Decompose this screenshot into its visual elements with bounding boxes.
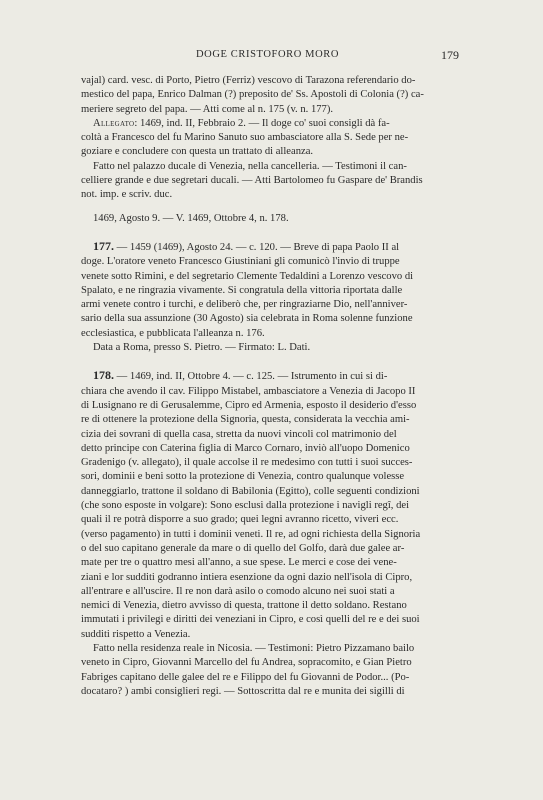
allegato-text: : 1469, ind. II, Febbraio 2. — Il doge co' suoi consigli dà fa- — [134, 117, 390, 129]
text-line: Data a Roma, presso S. Pietro. — Firmato: L. Dati. — [93, 342, 311, 354]
entry-heading-line — [81, 368, 431, 384]
text-line: Fabriges capitano delle galee del re e Filippo del fu Giovanni de Podor... (Po- — [81, 671, 410, 683]
entry-heading-text: — 1469, ind. II, Ottobre 4. — c. 125. — Istrumento in cui si di- — [114, 371, 388, 383]
text-line: di Lusignano re di Gerusalemme, Cipro ed Armenia, esposto il desiderio d'esso — [81, 399, 417, 411]
text-line: Fatto nel palazzo ducale di Venezia, nella cancelleria. — Testimoni il can- — [93, 160, 407, 172]
entry-176-continuation — [81, 74, 431, 203]
entry-178 — [81, 368, 431, 699]
page-header — [82, 49, 459, 65]
text-line: docataro? ) ambi consiglieri regi. — Sottoscritta dal re e munita dei sigilli di — [81, 685, 405, 697]
text-line: venete sotto Rimini, e del segretario Clemente Tedaldini a Lorenzo vescovo di — [81, 270, 414, 282]
text-line: mestico del papa, Enrico Dalman (?) preposito de' Ss. Apostoli di Colonia (?) ca- — [81, 89, 424, 101]
text-line: re di ottenere la protezione della Signoria, questa, considerata la vecchia ami- — [81, 414, 410, 426]
text-line: sudditi rispetto a Venezia. — [81, 628, 191, 640]
text-line: celliere grande e due segretari ducali. — Atti Bartolomeo fu Gaspare de' Brandis — [81, 175, 423, 187]
text-line: Gradenigo (v. allegato), il quale accolse il re medesimo con tutti i suoi succes- — [81, 457, 413, 469]
text-line: o del suo capitano generale da mare o di quello del Golfo, darà due galee ar- — [81, 542, 405, 554]
text-line: danneggiarlo, trattone il soldano di Babilonia (Egitto), colle seguenti condizioni — [81, 485, 420, 497]
text-line: all'entrare e all'uscire. Il re non darà asilo o comodo alcuno nei suoi stati a — [81, 585, 395, 597]
text-line: sori, dominii e beni sotto la protezione di Venezia, contro qualunque volesse — [81, 471, 405, 483]
cross-reference-date: 1469, Agosto 9. — V. 1469, Ottobre 4, n. 178. — [93, 212, 289, 224]
text-line: quali il re potrà disporre a suo grado; quei legni avranno ricetto, viveri ecc. — [81, 514, 399, 526]
text-line: coltà a Francesco del fu Marino Sanuto suo ambasciatore alla S. Sede per ne- — [81, 132, 409, 144]
entry-177 — [81, 239, 431, 355]
page-body — [81, 74, 431, 699]
text-line: vajal) card. vesc. di Porto, Pietro (Ferriz) vescovo di Tarazona referendario do- — [81, 75, 416, 86]
allegato-label: Allegato — [93, 117, 135, 129]
text-line: nemici di Venezia, dietro avvisso di questa, trattone il detto soldano. Restano — [81, 600, 407, 612]
text-line: meriere segreto del papa. — Atti come al n. 175 (v. n. 177). — [81, 103, 334, 115]
text-line: cizia dei sovrani di quella casa, stretta da nuovi vincoli col matrimonio del — [81, 428, 397, 440]
text-line: goziare e concludere con questa un trattato di alleanza. — [81, 146, 314, 158]
text-line: mate per tre o quattro mesi all'anno, a sue spese. Le merci e cose dei vene- — [81, 557, 397, 569]
page-number: 179 — [441, 48, 459, 62]
text-line: detto principe con Caterina figlia di Marco Cornaro, inviò all'uopo Domenico — [81, 442, 410, 454]
entry-heading-text: — 1459 (1469), Agosto 24. — c. 120. — Breve di papa Paolo II al — [114, 241, 400, 253]
allegato-line — [81, 117, 431, 131]
text-line: armi venete contro i turchi, e deliberò che, per ringraziarne Dio, nell'anniver- — [81, 299, 408, 311]
text-line: doge. L'oratore veneto Francesco Giustiniani gli comunicò l'invio di truppe — [81, 256, 400, 268]
text-line: (verso pagamento) in tutti i dominii veneti. Il re, ad ogni richiesta della Signoria — [81, 528, 421, 540]
text-line: ecclesiastica, e pubblicata l'alleanza n. 176. — [81, 327, 265, 339]
text-line: chiara che avendo il cav. Filippo Mistabel, ambasciatore a Venezia di Jacopo II — [81, 385, 416, 397]
text-line: Spalato, e ne ringrazia vivamente. Si congratula della vittoria riportata dalle — [81, 284, 403, 296]
text-line: veneto in Cipro, Giovanni Marcello del fu Andrea, sopracomito, e Gian Pietro — [81, 657, 412, 669]
entry-heading-line — [81, 239, 431, 255]
text-line: not. imp. e scriv. duc. — [81, 189, 173, 201]
text-line: immutati i privilegi e diritti dei veneziani in Cipro, e così quelli del re e dei suoi — [81, 614, 420, 626]
text-line: ziani e lor sudditi godranno intiera esenzione da ogni dazio nell'isola di Cipro, — [81, 571, 413, 583]
text-line: sario della sua assunzione (30 Agosto) sia celebrata in Roma solenne funzione — [81, 313, 413, 325]
text-line: Fatto nella residenza reale in Nicosia. — Testimoni: Pietro Pizzamano bailo — [93, 642, 415, 654]
entry-number: 178. — [93, 368, 114, 383]
running-title: DOGE CRISTOFORO MORO — [196, 49, 340, 60]
entry-number: 177. — [93, 238, 114, 253]
text-line: (che sono esposte in volgare): Sono esclusi dalla protezione i navigli regî, dei — [81, 500, 410, 512]
